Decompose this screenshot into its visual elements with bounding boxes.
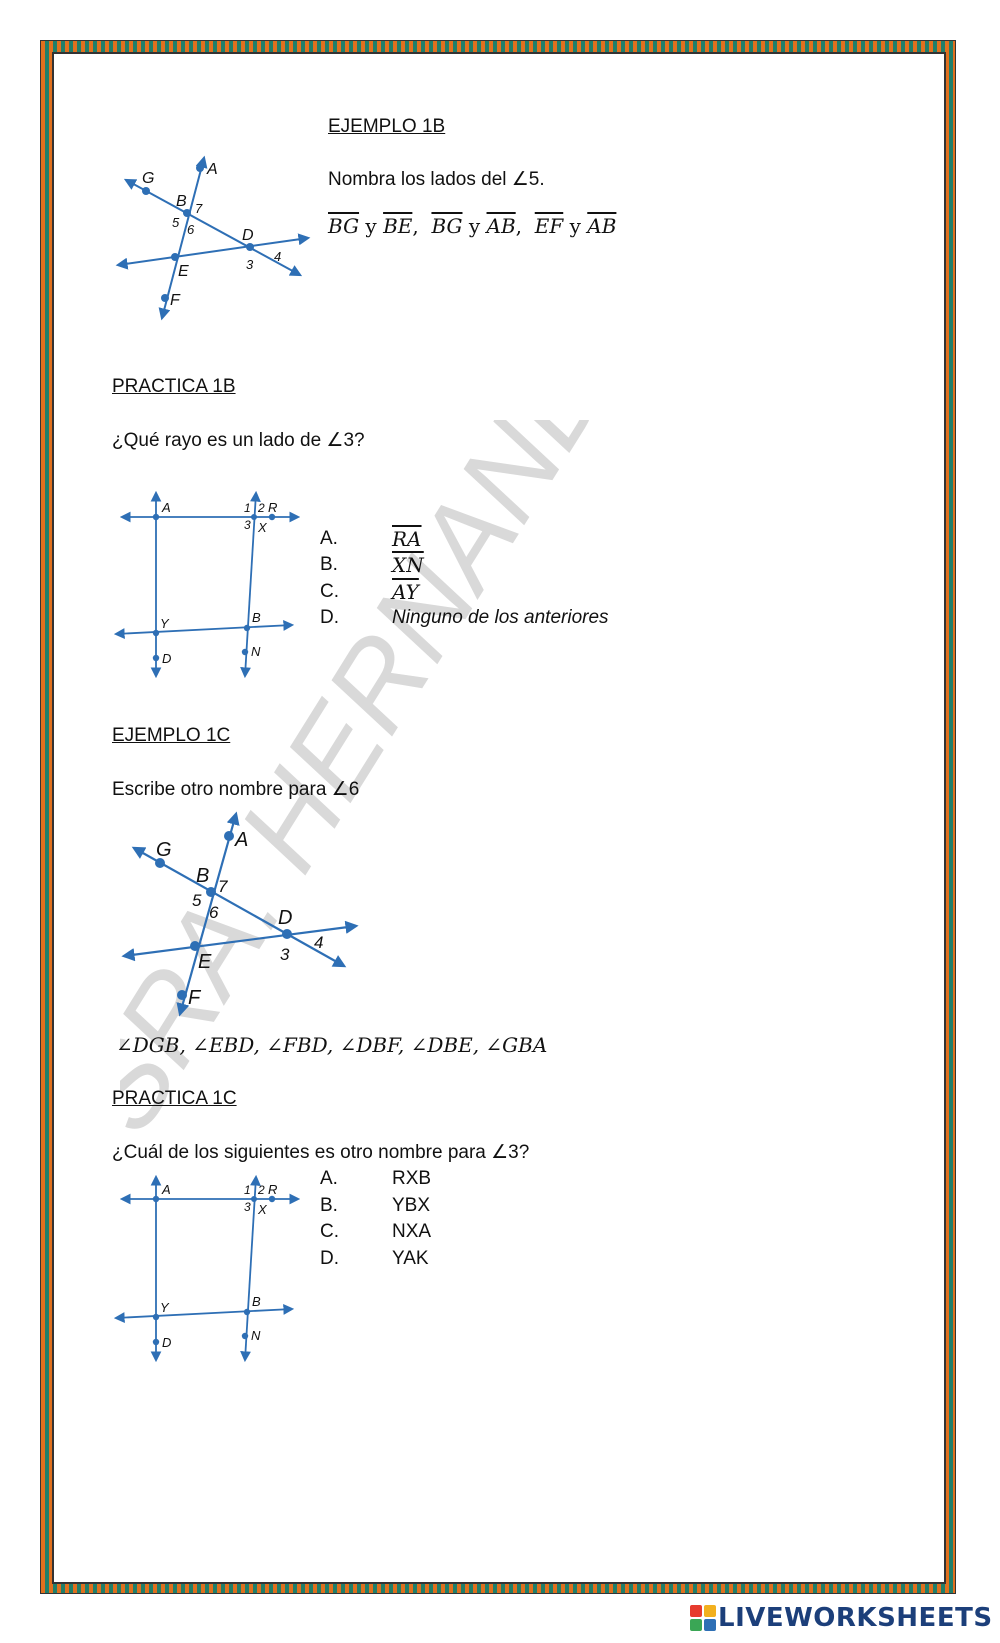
ejemplo-1c-answer: ∠DGB, ∠EBD, ∠FBD, ∠DBF, ∠DBE, ∠GBA	[116, 1033, 548, 1057]
option-a-value[interactable]: RXB	[392, 1168, 432, 1189]
diagram-intersecting-lines-1	[110, 150, 320, 325]
practica-1b-title: PRACTICA 1B	[112, 376, 236, 397]
practica-1c-title: PRACTICA 1C	[112, 1088, 237, 1109]
svg-text:D: D	[278, 907, 293, 929]
svg-text:E: E	[178, 263, 189, 280]
svg-text:B: B	[252, 1294, 261, 1309]
svg-text:3: 3	[280, 945, 290, 964]
svg-text:R: R	[268, 1182, 278, 1197]
ejemplo-1c-title: EJEMPLO 1C	[112, 725, 231, 746]
option-a-letter: A.	[320, 1168, 338, 1189]
svg-text:B: B	[196, 865, 210, 887]
svg-text:E: E	[198, 951, 212, 973]
svg-text:A: A	[235, 829, 249, 851]
svg-text:N: N	[251, 1328, 261, 1343]
ejemplo-1b-title: EJEMPLO 1B	[328, 116, 446, 137]
svg-text:A: A	[207, 161, 218, 178]
svg-text:3: 3	[246, 257, 254, 272]
svg-text:1: 1	[244, 501, 251, 515]
svg-text:R: R	[268, 500, 278, 515]
svg-text:D: D	[242, 227, 254, 244]
svg-text:7: 7	[218, 877, 228, 896]
practica-1c-question: ¿Cuál de los siguientes es otro nombre para ∠3?	[112, 1142, 530, 1163]
svg-text:G: G	[156, 839, 172, 861]
ejemplo-1c-question: Escribe otro nombre para ∠6	[112, 779, 360, 800]
ejemplo-1b-question: Nombra los lados del ∠5.	[328, 169, 545, 190]
svg-text:2: 2	[258, 1183, 265, 1197]
svg-text:1: 1	[244, 1183, 251, 1197]
option-d-letter: D.	[320, 607, 339, 628]
option-c-value[interactable]: NXA	[392, 1221, 432, 1242]
option-c-letter: C.	[320, 581, 339, 602]
svg-text:3: 3	[244, 1200, 251, 1214]
diagram-rectangle-2	[112, 1172, 302, 1367]
option-b-value[interactable]: YBX	[392, 1195, 431, 1216]
option-b-letter: B.	[320, 554, 338, 575]
svg-text:Y: Y	[160, 616, 169, 631]
svg-text:4: 4	[314, 933, 324, 952]
option-a-value[interactable]: $\overline{RA}$	[392, 527, 422, 551]
option-c-value[interactable]: $\overline{AY}$	[392, 580, 419, 604]
svg-text:F: F	[188, 987, 201, 1009]
svg-text:5: 5	[192, 891, 202, 910]
svg-text:X: X	[258, 520, 267, 535]
svg-text:6: 6	[187, 222, 195, 237]
svg-text:A: A	[162, 500, 171, 515]
svg-text:A: A	[162, 1182, 171, 1197]
practica-1b-question: ¿Qué rayo es un lado de ∠3?	[112, 430, 365, 451]
svg-text:6: 6	[209, 903, 219, 922]
svg-text:F: F	[170, 292, 180, 309]
option-d-value[interactable]: Ninguno de los anteriores	[392, 607, 609, 628]
diagram-rectangle-1	[112, 488, 302, 683]
option-d-letter: D.	[320, 1248, 339, 1269]
svg-text:N: N	[251, 644, 261, 659]
diagram-intersecting-lines-2	[112, 808, 372, 1023]
option-c-letter: C.	[320, 1221, 339, 1242]
ejemplo-1b-answer: $\overline{BG}$ y $\overline{BE}$, $\overline{BG}$ y $\overline{AB}$, $\overline{EF}$ y $\overline{AB}$	[328, 214, 617, 238]
svg-text:B: B	[176, 193, 187, 210]
svg-text:3: 3	[244, 518, 251, 532]
svg-text:G: G	[142, 170, 155, 187]
svg-text:4: 4	[274, 249, 282, 264]
svg-text:D: D	[162, 651, 172, 666]
option-d-value[interactable]: YAK	[392, 1248, 429, 1269]
svg-text:2: 2	[258, 501, 265, 515]
logo-text: LIVEWORKSHEETS	[718, 1603, 993, 1633]
logo-icon	[690, 1605, 716, 1631]
liveworksheets-logo[interactable]	[690, 1601, 993, 1635]
option-a-letter: A.	[320, 528, 338, 549]
svg-text:7: 7	[195, 201, 203, 216]
svg-text:5: 5	[172, 215, 180, 230]
svg-text:Y: Y	[160, 1300, 169, 1315]
svg-text:B: B	[252, 610, 261, 625]
option-b-value[interactable]: $\overline{XN}$	[392, 553, 424, 577]
option-b-letter: B.	[320, 1195, 338, 1216]
svg-text:D: D	[162, 1335, 172, 1350]
svg-text:X: X	[258, 1202, 267, 1217]
